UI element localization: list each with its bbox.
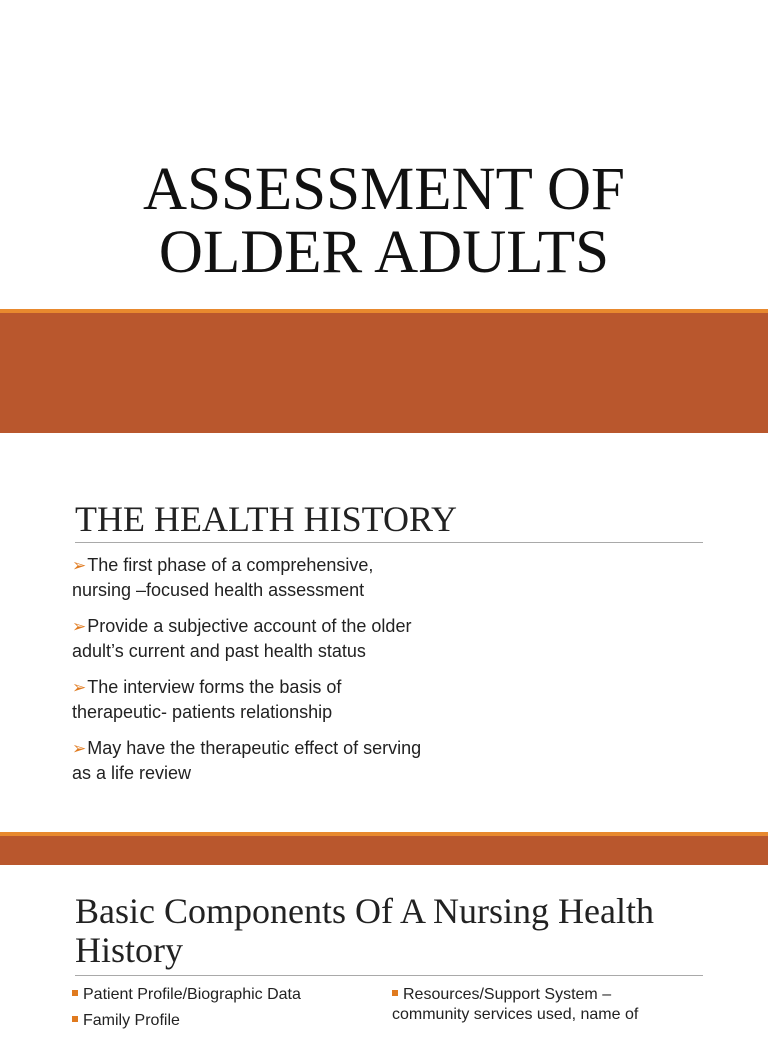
arrow-bullet-icon: ➢: [72, 556, 87, 575]
arrow-bullet-icon: ➢: [72, 617, 87, 636]
square-bullet-icon: [392, 990, 398, 996]
health-history-heading: THE HEALTH HISTORY: [75, 499, 458, 539]
heading-divider: [75, 975, 703, 976]
arrow-bullet-icon: ➢: [72, 739, 87, 758]
bullet-item: ➢May have the therapeutic effect of serving as a life review: [72, 738, 422, 783]
bullet-item: ➢The interview forms the basis of therapeutic- patients relationship: [72, 677, 342, 722]
components-heading: Basic Components Of A Nursing Health History: [75, 891, 654, 970]
slide-divider-band: [0, 836, 768, 865]
slide-title-line-1: ASSESSMENT OF: [143, 156, 625, 223]
components-left-column: [72, 985, 372, 1037]
heading-divider: [75, 542, 703, 543]
bullet-item: ➢Provide a subjective account of the older adult’s current and past health status: [72, 616, 412, 661]
health-history-bullet-list: [72, 553, 432, 797]
square-bullet-icon: [72, 990, 78, 996]
component-item: Family Profile: [72, 1011, 372, 1031]
bullet-item: ➢The first phase of a comprehensive, nursing –focused health assessment: [72, 555, 374, 600]
slide-title: [0, 158, 768, 284]
arrow-bullet-icon: ➢: [72, 678, 87, 697]
title-color-band: [0, 313, 768, 433]
components-right-column: [392, 985, 692, 1031]
slide-title-line-2: OLDER ADULTS: [158, 219, 610, 286]
component-item: Patient Profile/Biographic Data: [72, 985, 372, 1005]
component-item: Resources/Support System – community services used, name of: [392, 986, 639, 1023]
square-bullet-icon: [72, 1016, 78, 1022]
